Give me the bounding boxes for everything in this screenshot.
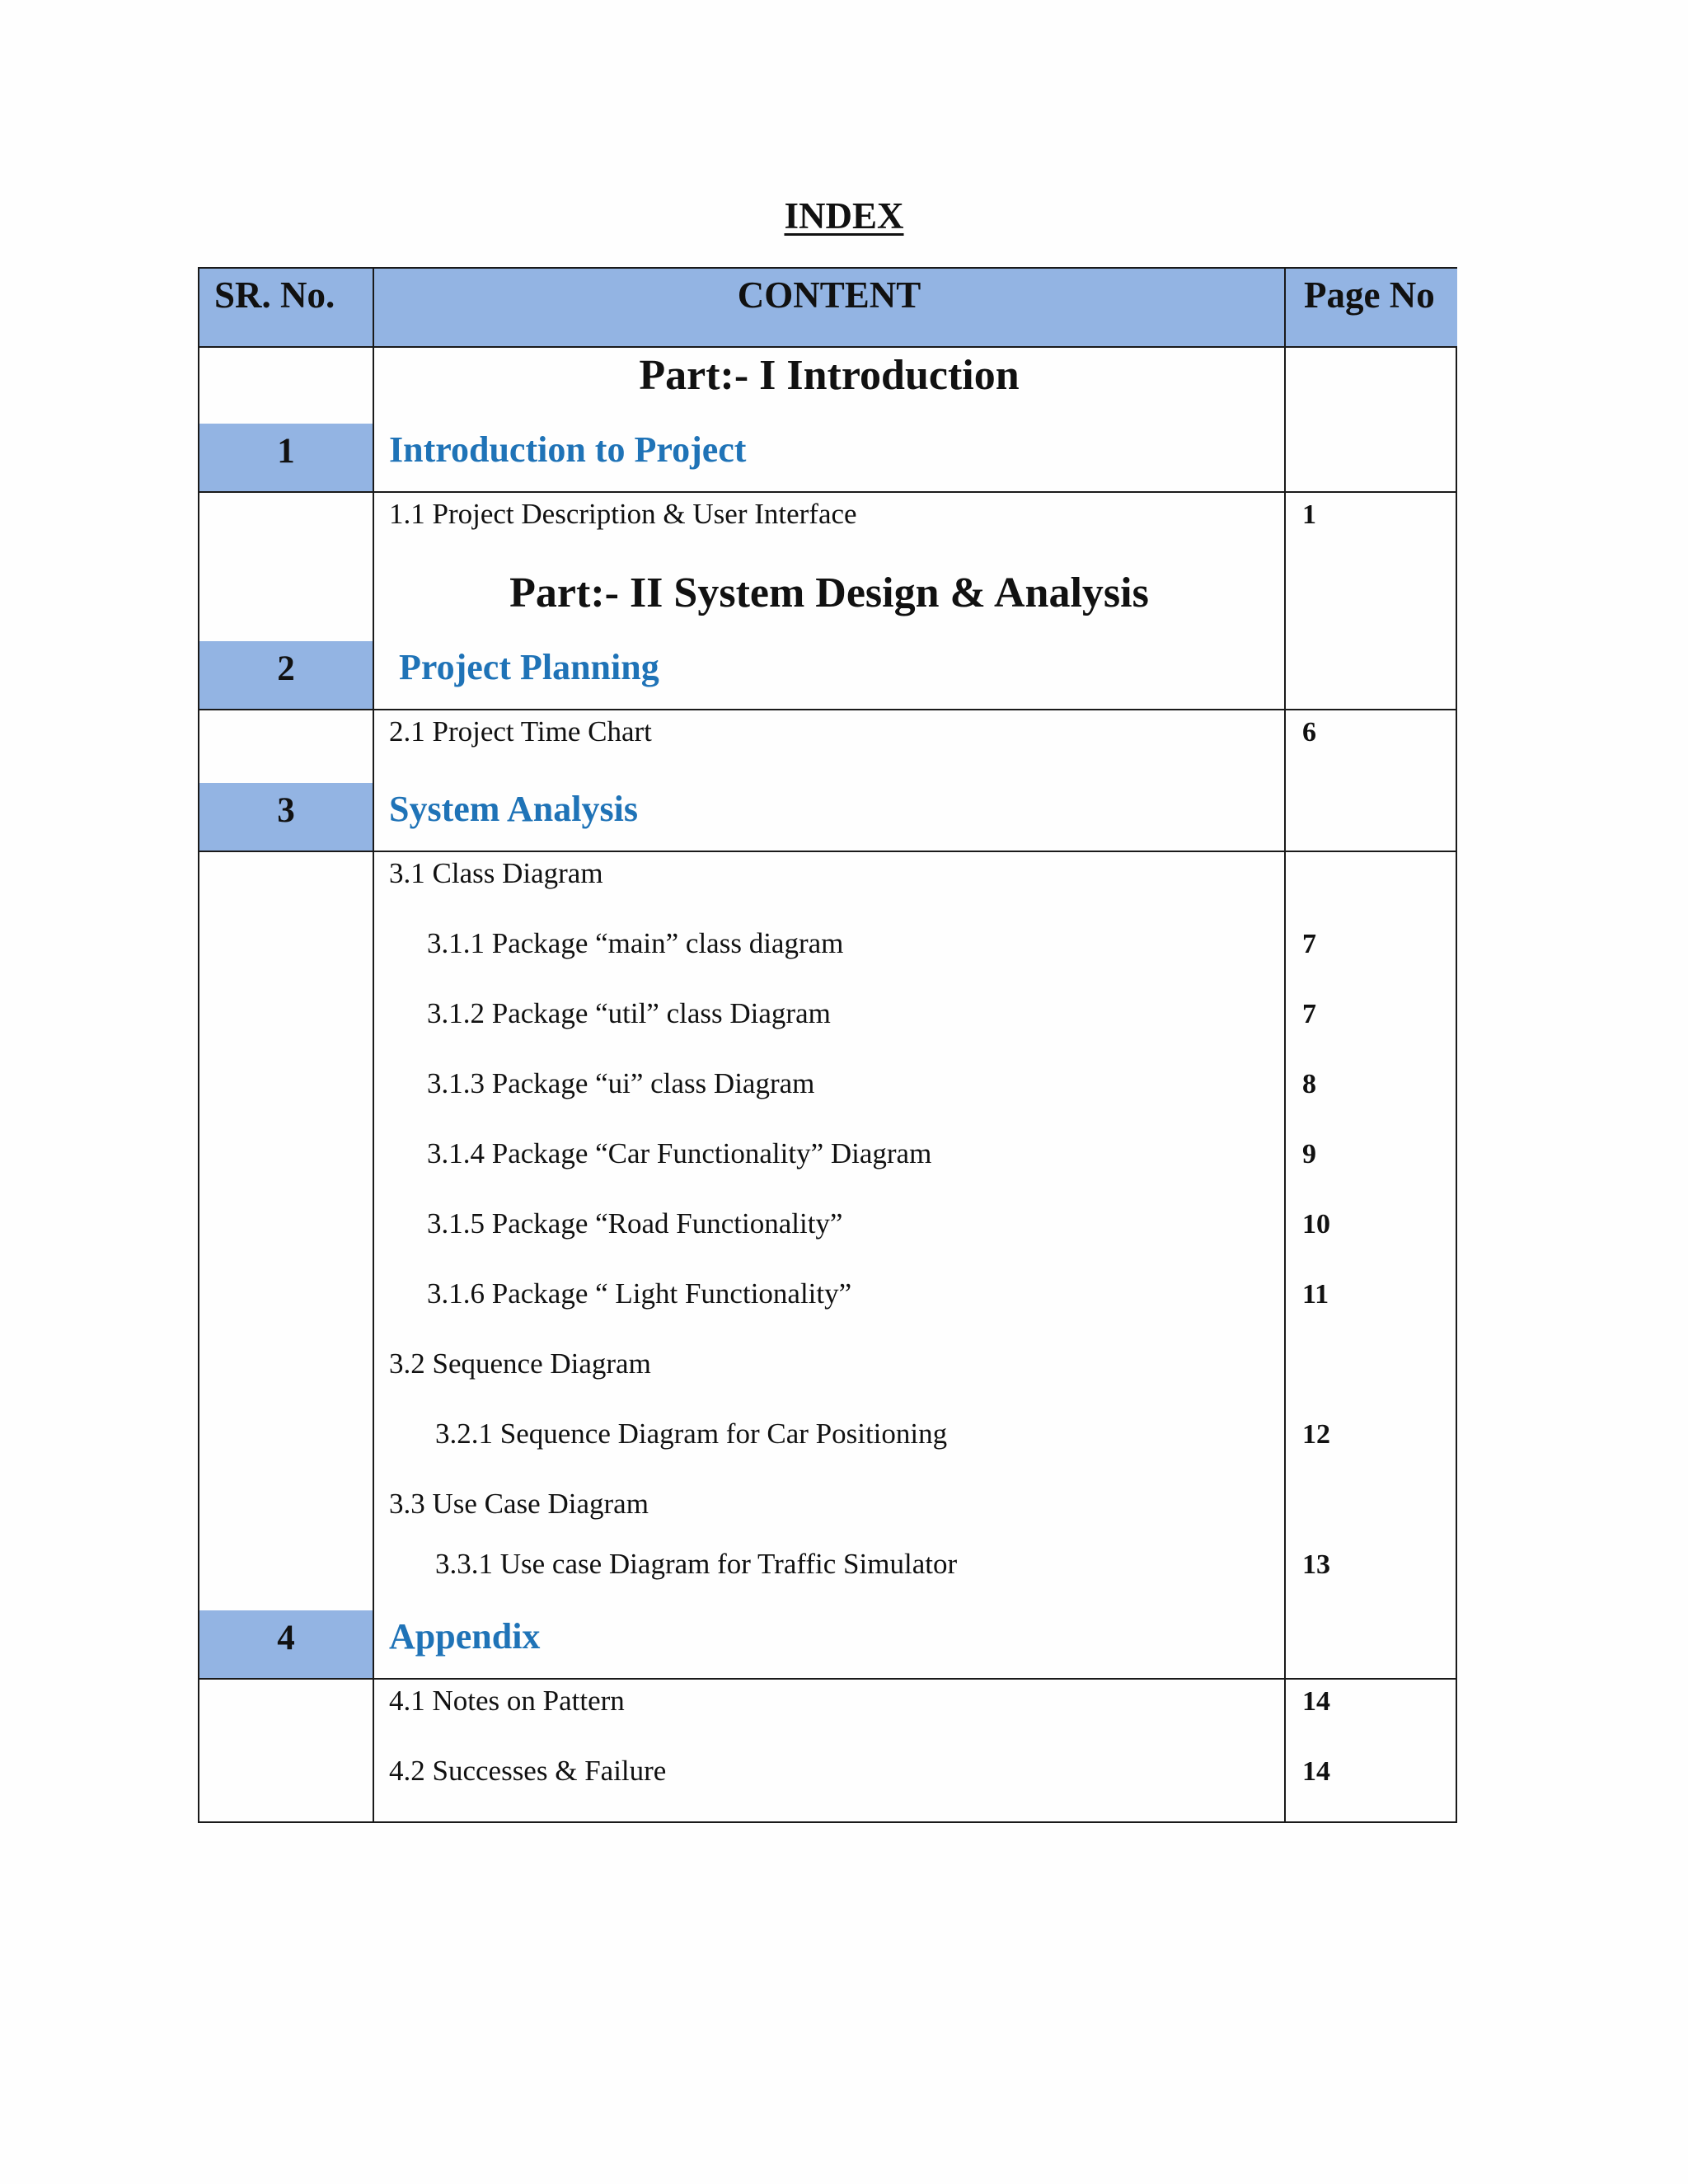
page-number: 8 (1302, 1069, 1316, 1099)
page-number: 10 (1302, 1209, 1330, 1240)
section-number: 4 (277, 1619, 295, 1657)
row-divider (199, 851, 1456, 852)
index-table (198, 267, 1457, 1823)
row-divider (199, 346, 1456, 348)
list-item: 4.1 Notes on Pattern (389, 1685, 625, 1717)
row-divider (199, 491, 1456, 493)
page-number: 7 (1302, 999, 1316, 1029)
header-sr-no: SR. No. (214, 274, 335, 316)
list-item: 3.1.6 Package “ Light Functionality” (427, 1277, 852, 1310)
list-item: 3.3 Use Case Diagram (389, 1488, 649, 1520)
page-title: INDEX (784, 195, 904, 237)
section-number: 1 (277, 432, 295, 471)
list-item: 1.1 Project Description & User Interface (389, 498, 857, 530)
header-page-no: Page No (1304, 274, 1435, 316)
part-heading: Part:- I Introduction (639, 352, 1020, 399)
list-item: 3.2.1 Sequence Diagram for Car Positioning (435, 1418, 948, 1450)
page-number: 7 (1302, 929, 1316, 959)
section-title: Appendix (389, 1616, 541, 1657)
page-number: 14 (1302, 1756, 1330, 1787)
header-content: CONTENT (737, 274, 921, 316)
list-item: 3.3.1 Use case Diagram for Traffic Simulator (435, 1548, 958, 1580)
page-number: 6 (1302, 717, 1316, 748)
page-number: 14 (1302, 1686, 1330, 1717)
page-number: 13 (1302, 1549, 1330, 1580)
column-divider (1284, 269, 1286, 1821)
list-item: 3.1.3 Package “ui” class Diagram (427, 1067, 815, 1099)
row-divider (199, 1678, 1456, 1680)
row-divider (199, 709, 1456, 710)
column-divider (373, 269, 374, 1821)
page-number: 1 (1302, 499, 1316, 530)
list-item: 3.1.4 Package “Car Functionality” Diagram (427, 1137, 932, 1169)
page-number: 12 (1302, 1419, 1330, 1450)
list-item: 3.2 Sequence Diagram (389, 1347, 651, 1380)
page-number: 9 (1302, 1139, 1316, 1169)
part-heading: Part:- II System Design & Analysis (509, 569, 1149, 616)
section-number: 2 (277, 649, 295, 688)
section-title: Introduction to Project (389, 429, 747, 470)
list-item: 3.1.1 Package “main” class diagram (427, 927, 844, 959)
list-item: 3.1.2 Package “util” class Diagram (427, 997, 831, 1029)
section-title: System Analysis (389, 789, 638, 829)
section-number: 3 (277, 791, 295, 830)
list-item: 2.1 Project Time Chart (389, 715, 652, 748)
page-number: 11 (1302, 1279, 1329, 1310)
list-item: 3.1.5 Package “Road Functionality” (427, 1207, 843, 1240)
list-item: 4.2 Successes & Failure (389, 1755, 667, 1787)
list-item: 3.1 Class Diagram (389, 857, 603, 889)
section-title: Project Planning (399, 647, 659, 687)
